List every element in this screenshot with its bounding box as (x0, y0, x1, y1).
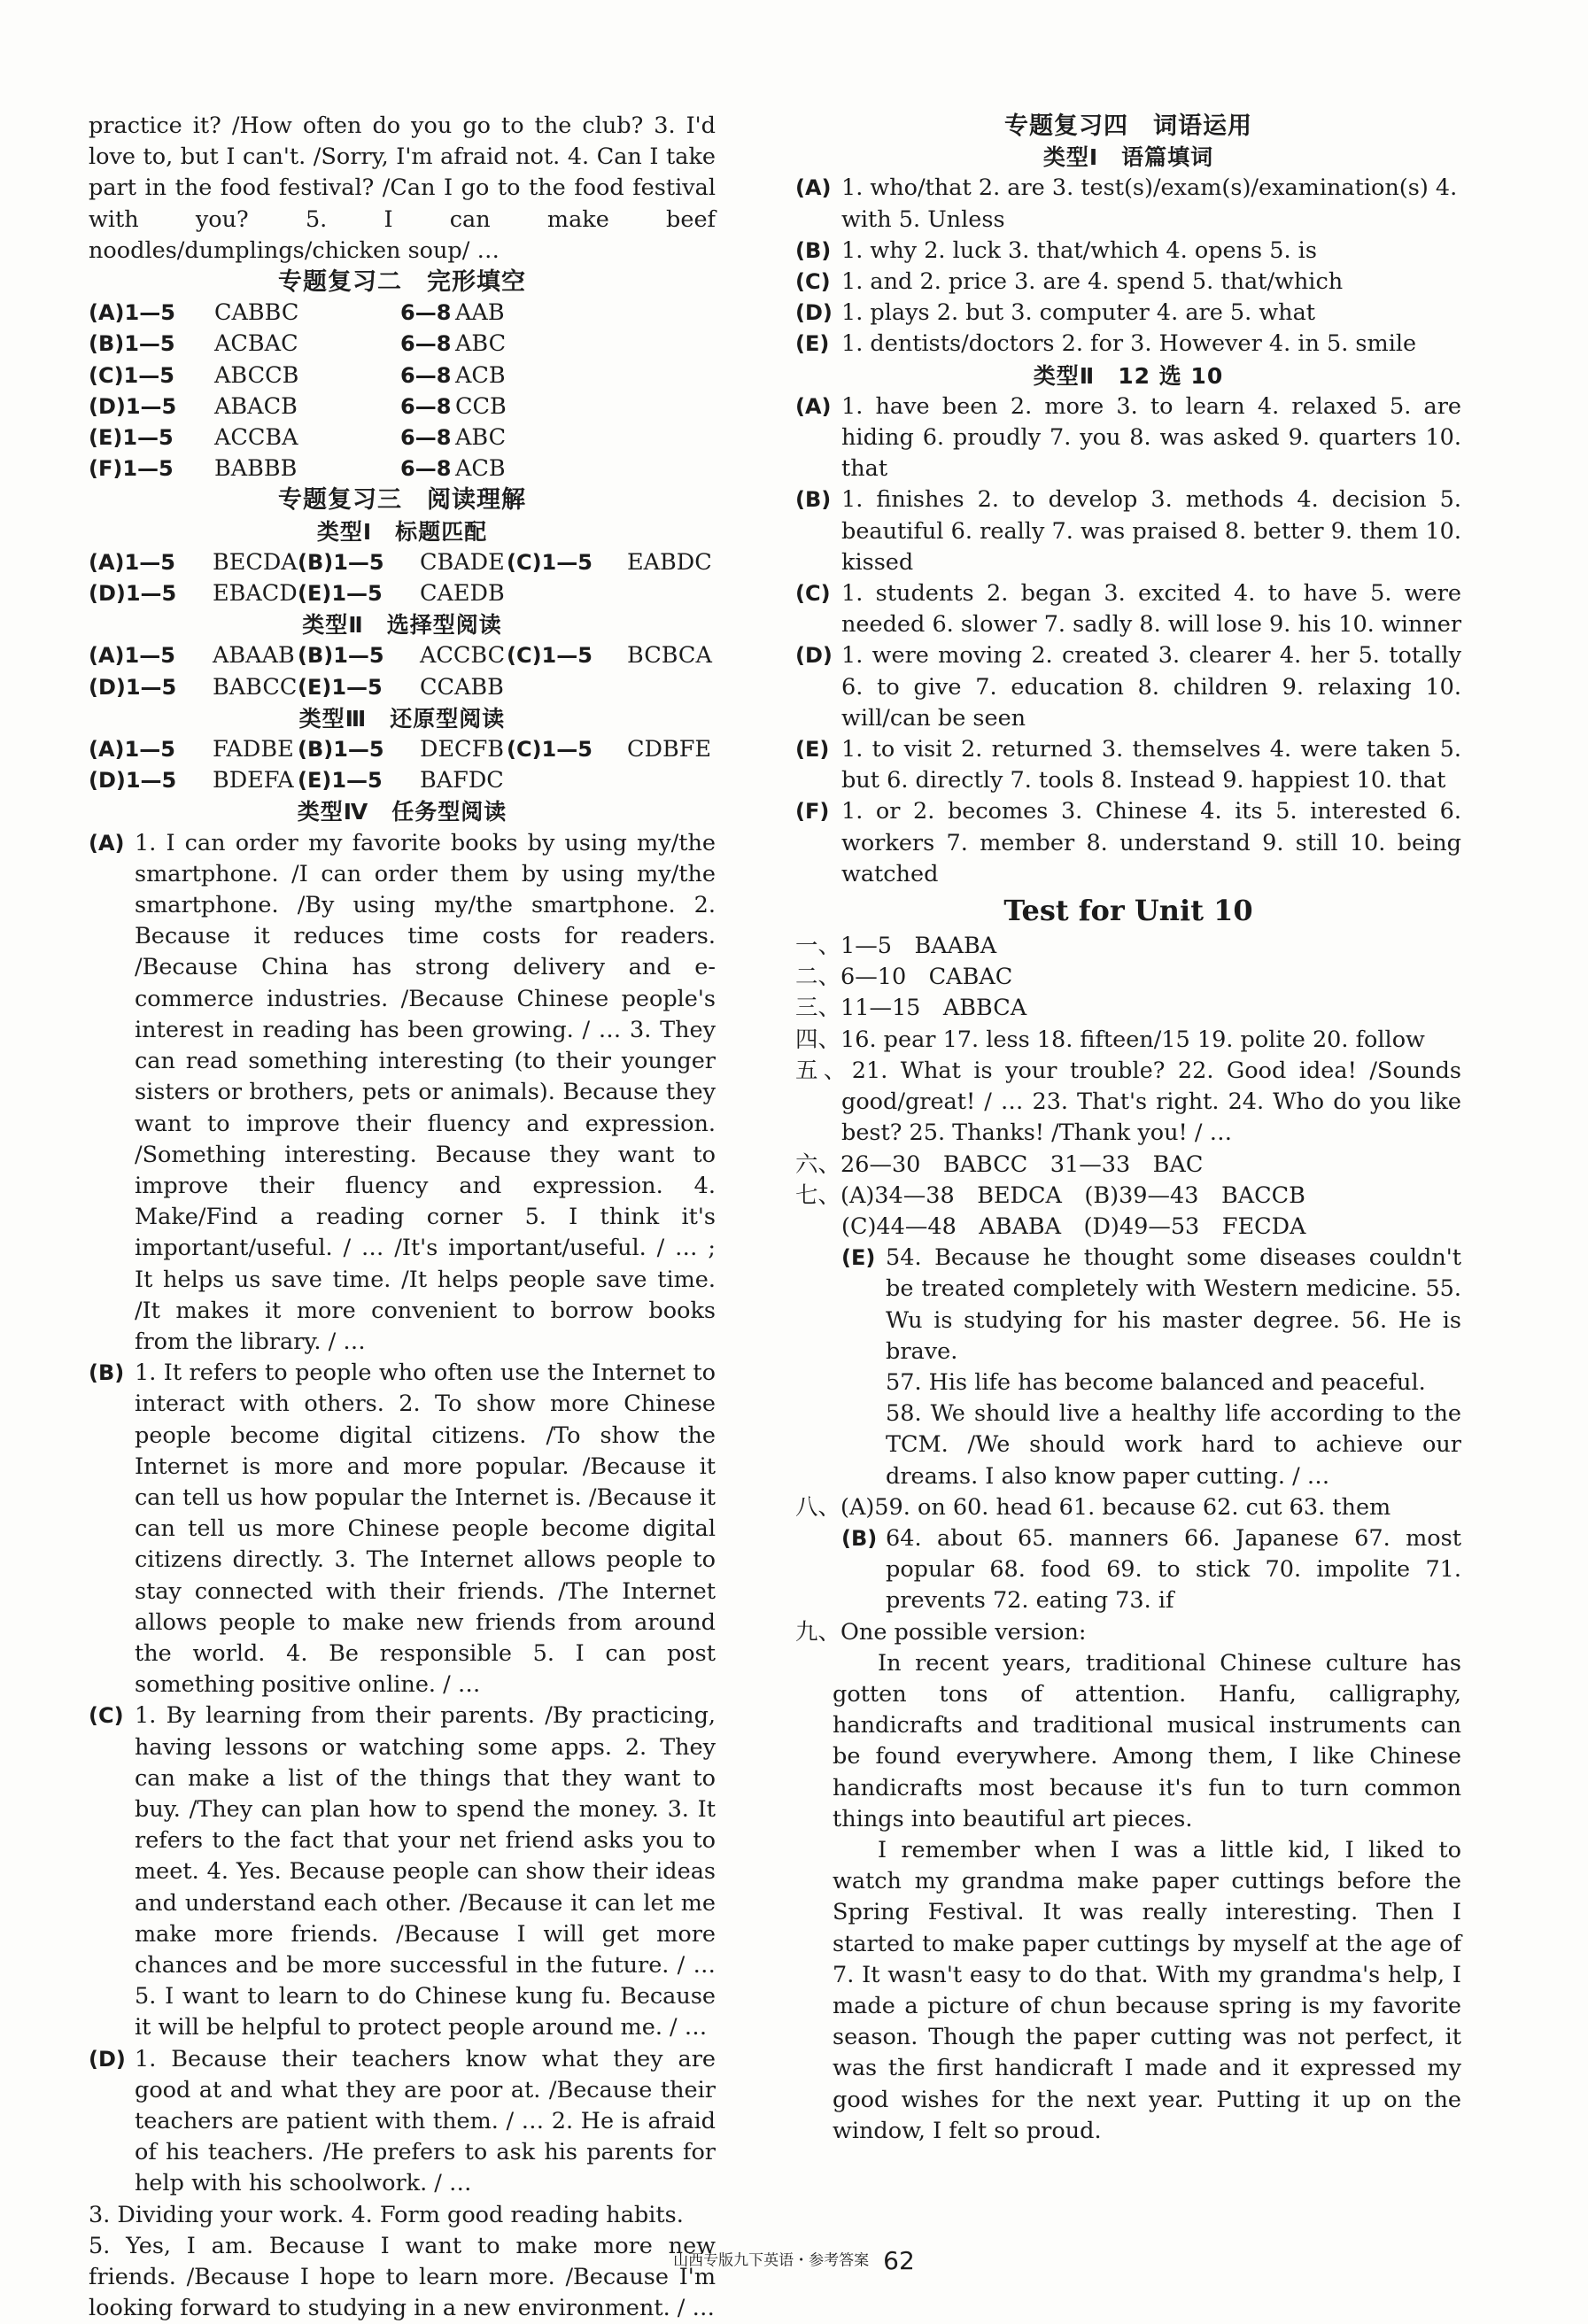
subsection-title-type1: 类型Ⅰ 标题匹配 (316, 518, 488, 545)
test-part-7-e-57: 57. His life has become balanced and peaceful. (886, 1368, 1426, 1396)
answer-row: (F)1—5 BABBB 6—8 ACB (89, 455, 506, 483)
answer-row: (D)1—5 BABCC(E)1—5 CCABB (89, 673, 504, 701)
test-part-3: 三、11—15 ABBCA (795, 995, 1027, 1022)
answer-row: (D)1—5 ABACB 6—8 CCB (89, 392, 507, 420)
choose-answer-f: (F) 1. or 2. becomes 3. Chinese 4. its 5. interested 6. workers 7. member 8. understand 9. still 10. being watched (795, 798, 1461, 887)
left-column (89, 111, 716, 2324)
choose-answer-a: (A) 1. have been 2. more 3. to learn 4. relaxed 5. are hiding 6. proudly 7. you 8. was asked 9. quarters 10. that (795, 392, 1461, 483)
test-part-1: 一、1—5 BAABA (795, 933, 997, 960)
answer-row: (A)1—5 FADBE (B)1—5 DECFB (C)1—5 CDBFE (89, 736, 712, 763)
answer-row: (B)1—5 ACBAC 6—8 ABC (89, 330, 507, 358)
task-answer-d: (D) 1. Because their teachers know what they are good at and what they are poor at. /Because their teachers are patient with them. / … 2. He is afraid of his teachers. /He prefers to ask his parents for help with his schoolwork. / … (89, 2045, 716, 2197)
answer-row: (D)1—5 EBACD(E)1—5 CAEDB (89, 580, 505, 608)
test-part-7-e: (E) 54. Because he thought some diseases couldn't be treated completely with Western medicine. 55. Wu is studying for his master degree. 56. He is brave. (841, 1244, 1461, 1365)
fill-answer-a: (A) 1. who/that 2. are 3. test(s)/exam(s)/examination(s) 4. with 5. Unless (795, 174, 1458, 233)
type2-answers (89, 640, 716, 702)
answer-row: (C)1—5 ABCCB 6—8 ACB (89, 361, 506, 389)
choose-answer-b: (B) 1. finishes 2. to develop 3. methods 4. decision 5. beautiful 6. really 7. was praised 8. better 9. them 10. kissed (795, 486, 1461, 576)
type1-answers (89, 547, 716, 609)
choose-answer-c: (C) 1. students 2. began 3. excited 4. to have 5. were needed 6. slower 7. sadly 8. will lose 9. his 10. winner (795, 580, 1462, 639)
essay-paragraph-2: I remember when I was a little kid, I liked to watch my grandma make paper cuttings before the Spring Festival. It was really interesting. Then I started to make paper cuttings by myself at the age of 7. It wasn't easy to do that. With my grandma's help, I made a picture of chun because spring is my favorite season. Though the paper cutting was not perfect, it was the first handicraft I made and it expressed my good wishes for the next year. Putting it up on the window, I felt so proud. (833, 1836, 1461, 2144)
test-part-7-e-58: 58. We should live a healthy life according to the TCM. /We should work hard to achieve our dreams. I also know paper cutting. / … (886, 1400, 1461, 1490)
choose-answer-e: (E) 1. to visit 2. returned 3. themselves 4. were taken 5. but 6. directly 7. tools 8. Instead 9. happiest 10. that (795, 736, 1461, 794)
task-answer-a: (A) 1. I can order my favorite books by using my/the smartphone. /I can order them by using my/the smartphone. /By using my/the smartphone. 2. Because it reduces time costs for readers. /Because China has strong delivery and e-commerce industries. /Because Chinese people's interest in reading has been growing. / … 3. They can read something interesting (to their younger sisters or brothers, pets or animals). Because they want to improve their fluency and expression. /Something interesting. Because they want to improve their fluency and expression. 4. Make/Find a reading corner 5. I think it's important/useful. / … /It's important/useful. / … ; It helps us save time. /It helps people save time. /It makes it more convenient to borrow books from the library. / … (89, 829, 716, 1355)
type3-answers (89, 734, 716, 796)
subsection-title-fill: 类型Ⅰ 语篇填词 (1042, 144, 1214, 171)
page-footer (0, 2245, 1588, 2277)
test-part-6: 六、26—30 BABCC 31—33 BAC (795, 1150, 1204, 1178)
answer-row: (A)1—5 CABBC 6—8 AAB (89, 299, 505, 327)
page-number: 62 (883, 2246, 915, 2276)
task-answer-b: (B) 1. It refers to people who often use the Internet to interact with others. 2. To show more Chinese people become digital citizens. /To show the Internet is more and more popular. /Because it can tell us how popular the Internet is. /Because it can tell us more Chinese people become digital citizens directly. 3. The Internet allows people to stay connected with their friends. /The Internet allows people to make new friends from around the world. 4. Be responsible 5. I can post something positive online. / … (89, 1360, 716, 1699)
test-part-2: 二、6—10 CABAC (795, 964, 1013, 991)
answer-row: (E)1—5 ACCBA 6—8 ABC (89, 424, 507, 452)
right-column (795, 111, 1461, 2147)
fill-answer-c: (C) 1. and 2. price 3. are 4. spend 5. that/which (795, 268, 1344, 296)
test-title: Test for Unit 10 (1003, 894, 1253, 928)
subsection-title-type3: 类型Ⅲ 还原型阅读 (298, 705, 506, 732)
task-answer-d-3-4: 3. Dividing your work. 4. Form good reading habits. (89, 2201, 684, 2228)
footer-book-title: 山西专版九下英语・参考答案 (673, 2251, 870, 2270)
task-answer-d-5: 5. Yes, I am. Because I want to make more new friends. /Because I hope to learn more. /Because I'm looking forward to studying in a new environment. / … (89, 2232, 716, 2322)
fill-answer-d: (D) 1. plays 2. but 3. computer 4. are 5. what (795, 299, 1316, 327)
essay-paragraph-1: In recent years, traditional Chinese culture has gotten tons of attention. Hanfu, calligraphy, handicrafts and traditional musical instruments can be found everywhere. Among them, I like Chinese handicrafts most because it's fun to turn common things into beautiful art pieces. (833, 1649, 1461, 1832)
answer-row: (A)1—5 ABAAB (B)1—5 ACCBC(C)1—5 BCBCA (89, 642, 712, 670)
answer-row: (D)1—5 BDEFA (E)1—5 BAFDC (89, 767, 504, 794)
test-part-4: 四、16. pear 17. less 18. fifteen/15 19. polite 20. follow (795, 1026, 1425, 1053)
test-part-7-cd: (C)44—48 ABABA (D)49—53 FECDA (841, 1212, 1306, 1240)
subsection-title-type4: 类型Ⅳ 任务型阅读 (297, 799, 507, 825)
test-part-9: 九、One possible version: (795, 1618, 1087, 1646)
test-part-8-b: (B) 64. about 65. manners 66. Japanese 67. most popular 68. food 69. to stick 70. impolite 71. prevents 72. eating 73. if (841, 1524, 1461, 1615)
section-title-reading: 专题复习三 阅读理解 (278, 486, 526, 515)
intro-text: practice it? /How often do you go to the club? 3. I'd love to, but I can't. /Sorry, I'm afraid not. 4. Can I take part in the food festival? /Can I go to the food festival with you? 5. I can make beef noodles/dumplings/chicken soup/ … (89, 112, 716, 264)
choose-answer-d: (D) 1. were moving 2. created 3. clearer 4. her 5. totally 6. to give 7. education 8. children 9. relaxing 10. will/can be seen (795, 642, 1461, 732)
fill-answer-b: (B) 1. why 2. luck 3. that/which 4. opens 5. is (795, 236, 1317, 264)
subsection-title-type2: 类型Ⅱ 选择型阅读 (302, 612, 502, 639)
test-part-7-ab: 七、(A)34—38 BEDCA (B)39—43 BACCB (795, 1181, 1305, 1209)
test-part-5: 五、21. What is your trouble? 22. Good idea! /Sounds good/great! / … 23. That's right. 24. Who do you like best? 25. Thanks! /Thank you! / … (795, 1057, 1461, 1147)
section-title-word-use: 专题复习四 词语运用 (1004, 112, 1252, 140)
cloze-answers (89, 298, 716, 484)
section-title-cloze: 专题复习二 完形填空 (278, 268, 526, 297)
subsection-title-12-choose-10: 类型Ⅱ 12 选 10 (1033, 362, 1224, 389)
answer-row: (A)1—5 BECDA(B)1—5 CBADE(C)1—5 EABDC (89, 548, 712, 576)
task-answer-c: (C) 1. By learning from their parents. /By practicing, having lessons or watching some apps. 2. They can make a list of the things that they want to buy. /They can plan how to spend the money. 3. It refers to the fact that your net friend asks you to meet. 4. Yes. Because people can show their ideas and understand each other. /Because it can let me make more friends. /Because I will get more chances and be more successful in the future. / … 5. I want to learn to do Chinese kung fu. Because it will be helpful to protect people around me. / … (89, 1702, 716, 2041)
test-part-8-a: 八、(A)59. on 60. head 61. because 62. cut 63. them (795, 1493, 1391, 1521)
fill-answer-e: (E) 1. dentists/doctors 2. for 3. However 4. in 5. smile (795, 330, 1417, 358)
